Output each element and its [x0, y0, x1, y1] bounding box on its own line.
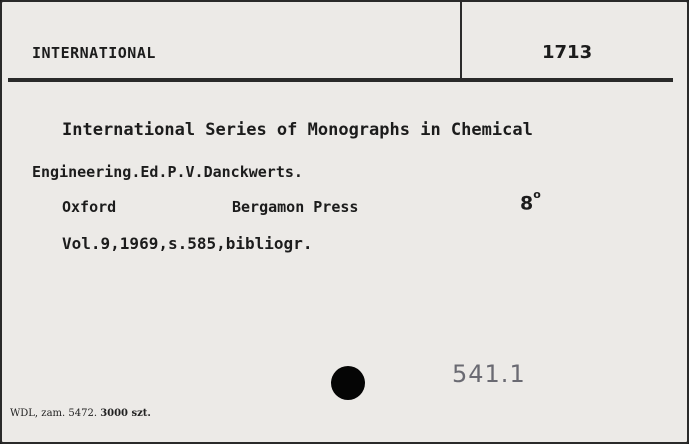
- title-line-1: International Series of Monographs in Chemical: [62, 120, 533, 140]
- publisher: Bergamon Press: [232, 198, 359, 216]
- subject-heading: INTERNATIONAL: [32, 44, 156, 62]
- header-divider-horizontal: [8, 78, 673, 82]
- footer-run: 3000 szt.: [100, 408, 151, 419]
- shelfmark-handwritten: 541.1: [452, 360, 526, 388]
- book-format: [520, 188, 541, 215]
- punch-hole: [331, 366, 365, 400]
- header-divider-vertical: [460, 2, 462, 80]
- format-superscript: o: [533, 188, 541, 201]
- publication-place: Oxford: [62, 198, 117, 216]
- format-value: 8: [520, 192, 534, 215]
- card-number: 1713: [542, 42, 593, 63]
- title-line-2: Engineering.Ed.P.V.Danckwerts.: [32, 163, 303, 181]
- footer-printer: WDL, zam. 5472.: [10, 408, 97, 419]
- volume-details: Vol.9,1969,s.585,bibliogr.: [62, 234, 313, 253]
- printer-footer: [10, 408, 151, 419]
